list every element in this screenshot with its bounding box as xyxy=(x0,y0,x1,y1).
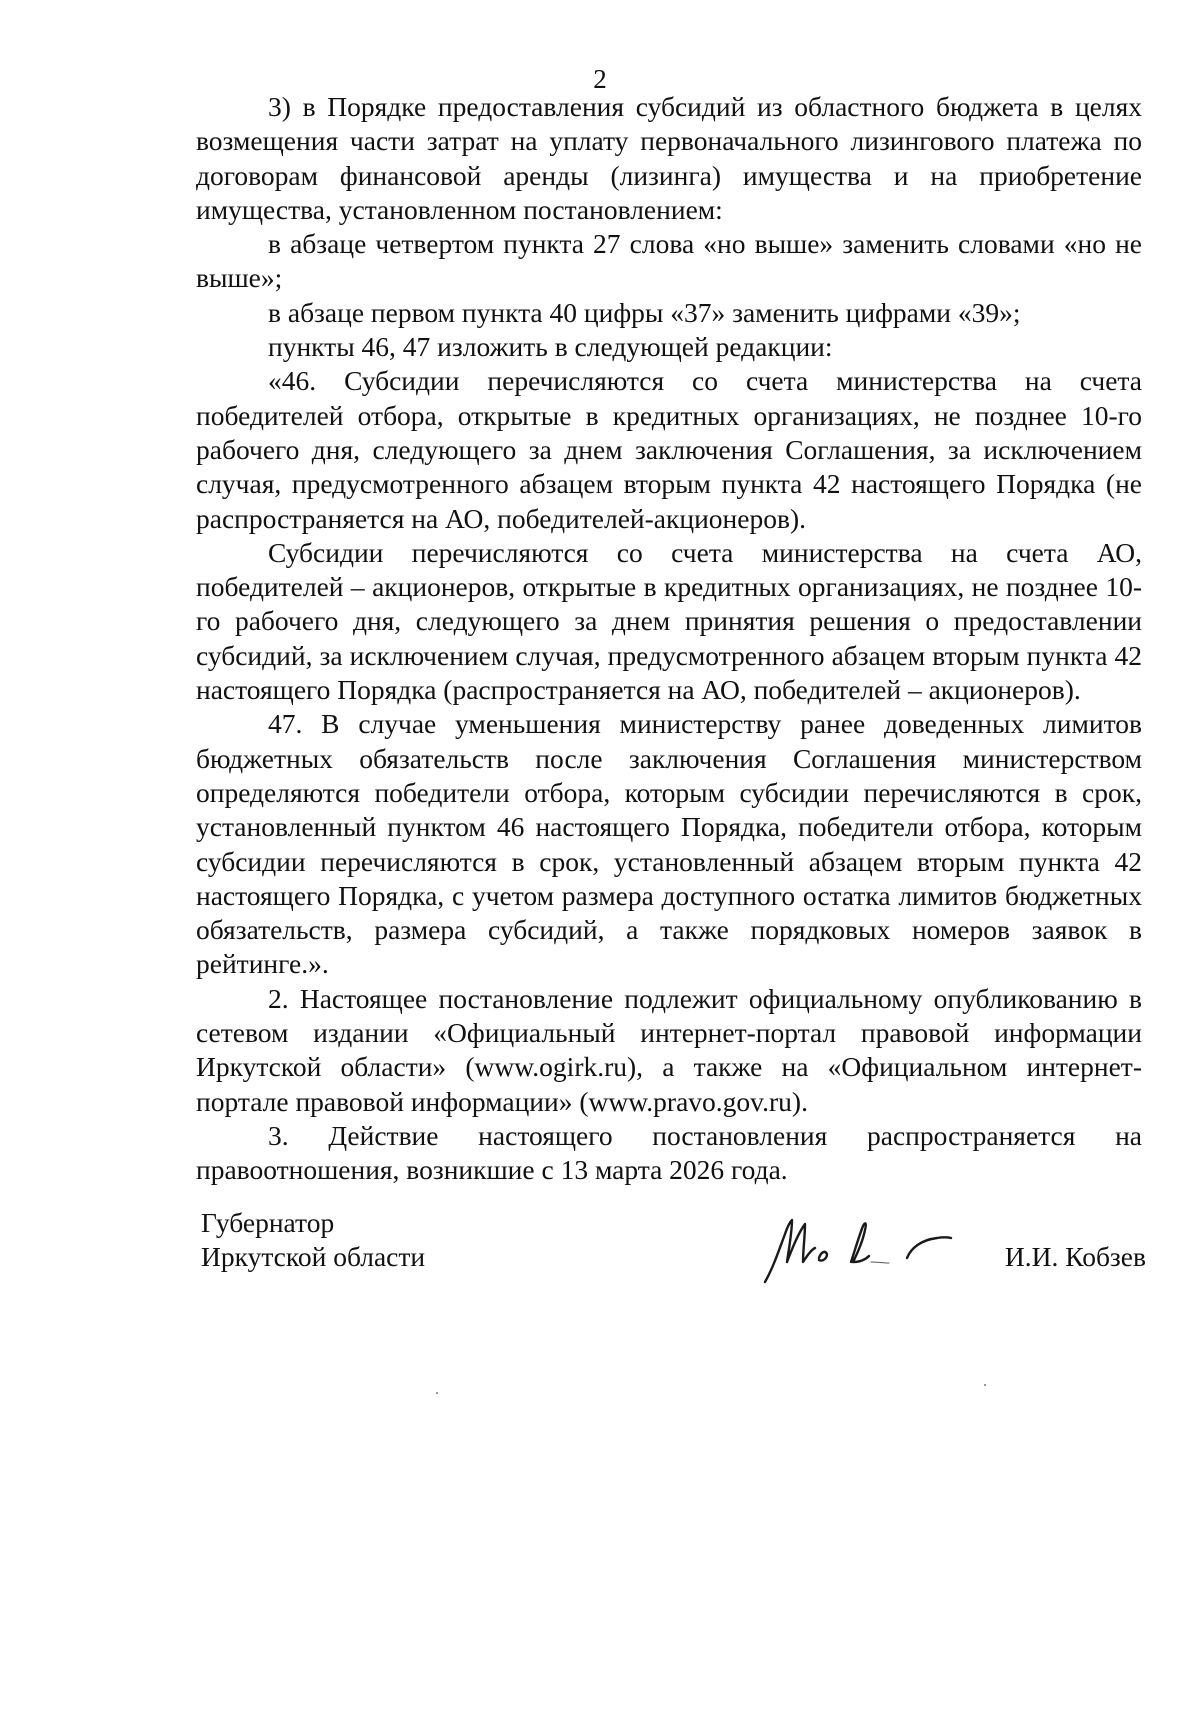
paragraph-amend-27: в абзаце четвертом пункта 27 слова «но выше» заменить словами «но не выше»; xyxy=(196,228,1142,294)
signature-block xyxy=(201,1206,1146,1286)
paragraph-point-47: 47. В случае уменьшения министерству ранее доведенных лимитов бюджетных обязательств после заключения Соглашения министерством определяются победители отбора, которым субсидии перечисляются в срок, установленный пунктом 46 настоящего Порядка, победители отбора, которым субсидии перечисляются в срок, установленный абзацем вторым пункта 42 настоящего Порядка, с учетом размера доступного остатка лимитов бюджетных обязательств, размера субсидий, а также порядковых номеров заявок в рейтинге.». xyxy=(196,708,1142,980)
signatory-title-line2: Иркутской области xyxy=(201,1241,426,1272)
signatory-title-line1: Губернатор xyxy=(201,1207,335,1238)
paragraph-point-46-second: Субсидии перечисляются со счета министерства на счета АО, победителей – акционеров, открытые в кредитных организациях, не позднее 10-го рабочего дня, следующего за днем принятия решения о предоставлении субсидий, за исключением случая, предусмотренного абзацем вторым пункта 42 настоящего Порядка (распространяется на АО, победителей – акционеров). xyxy=(196,536,1142,706)
paragraph-item-3: 3) в Порядке предоставления субсидий из областного бюджета в целях возмещения части затрат на уплату первоначального лизингового платежа по договорам финансовой аренды (лизинга) имущества и на приобретение имущества, установленном постановлением: xyxy=(196,91,1142,225)
paragraph-point-46: «46. Субсидии перечисляются со счета министерства на счета победителей отбора, открытые в кредитных организациях, не позднее 10-го рабочего дня, следующего за днем заключения Соглашения, за исключением случая, предусмотренного абзацем вторым пункта 42 настоящего Порядка (не распространяется на АО, победителей-акционеров). xyxy=(196,365,1142,534)
scan-speck xyxy=(984,1384,986,1386)
paragraph-effective-date: 3. Действие настоящего постановления распространяется на правоотношения, возникшие с 13 марта 2026 года. xyxy=(196,1119,1142,1186)
signatory-name: И.И. Кобзев xyxy=(1004,1241,1146,1272)
paragraph-amend-40: в абзаце первом пункта 40 цифры «37» заменить цифрами «39»; xyxy=(268,296,1021,328)
document-body xyxy=(196,90,1142,1188)
paragraph-points-46-47: пункты 46, 47 изложить в следующей редакции: xyxy=(268,331,833,363)
handwritten-signature xyxy=(759,1210,969,1286)
signatory-title xyxy=(201,1206,425,1274)
page-number: 2 xyxy=(593,64,607,94)
scan-speck xyxy=(436,1392,438,1394)
paragraph-publication: 2. Настоящее постановление подлежит официальному опубликованию в сетевом издании «Официальный интернет-портал правовой информации Иркутской области» (www.ogirk.ru), а также на «Официальном интернет-портале правовой информации» (www.pravo.gov.ru). xyxy=(196,982,1142,1117)
